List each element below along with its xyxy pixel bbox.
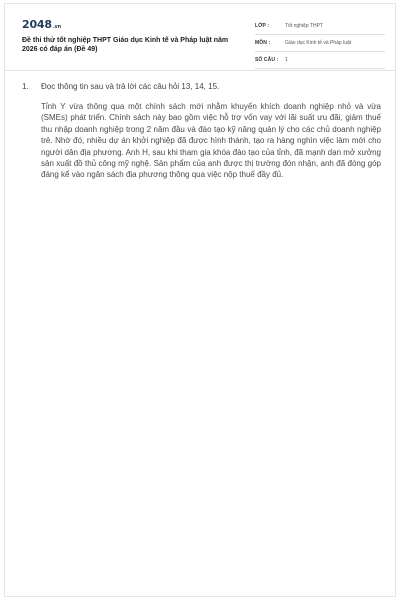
meta-value: Tốt nghiệp THPT: [285, 23, 323, 29]
meta-row-count: [255, 52, 385, 69]
meta-value: 1: [285, 57, 288, 63]
exam-page: [4, 3, 396, 597]
logo-suffix: .vn: [52, 24, 61, 30]
question-passage: Tỉnh Y vừa thông qua một chính sách mới nhằm khuyến khích doanh nghiệp nhỏ và vừa (SMEs) phát triển. Chính sách này bao gồm việc hỗ trợ vốn vay với lãi suất ưu đãi, giảm thuế thu nhập doanh nghiệp trong 2 năm đầu và đào tạo kỹ năng quản lý cho các chủ doanh nghiệp trẻ. Nhờ đó, nhiều dự án khởi nghiệp đã được hình thành, tạo ra hàng nghìn việc làm mới cho người dân địa phương. Anh H, sau khi tham gia khóa đào tạo của tỉnh, đã mạnh dạn mở xưởng sản xuất đồ thủ công mỹ nghệ. Sản phẩm của anh được thị trường đón nhận, anh đã đóng góp đáng kể vào ngân sách địa phương thông qua việc nộp thuế đầy đủ.: [41, 102, 381, 180]
question-prompt: Đọc thông tin sau và trả lời các câu hỏi 13, 14, 15.: [41, 82, 220, 91]
meta-row-subject: [255, 35, 385, 52]
meta-label: SỐ CÂU :: [255, 57, 279, 63]
meta-label: LỚP :: [255, 23, 270, 29]
logo-number: 2048: [22, 18, 52, 31]
exam-meta: [255, 18, 385, 69]
page-header: [5, 4, 395, 71]
site-logo[interactable]: [22, 18, 61, 31]
question-number: 1.: [22, 82, 29, 91]
meta-value: Giáo dục Kinh tế và Pháp luật: [285, 40, 352, 46]
exam-title: Đề thi thử tốt nghiệp THPT Giáo dục Kinh tế và Pháp luật năm 2026 có đáp án (Đề 49): [22, 37, 229, 53]
meta-row-class: [255, 18, 385, 35]
meta-label: MÔN :: [255, 40, 271, 46]
